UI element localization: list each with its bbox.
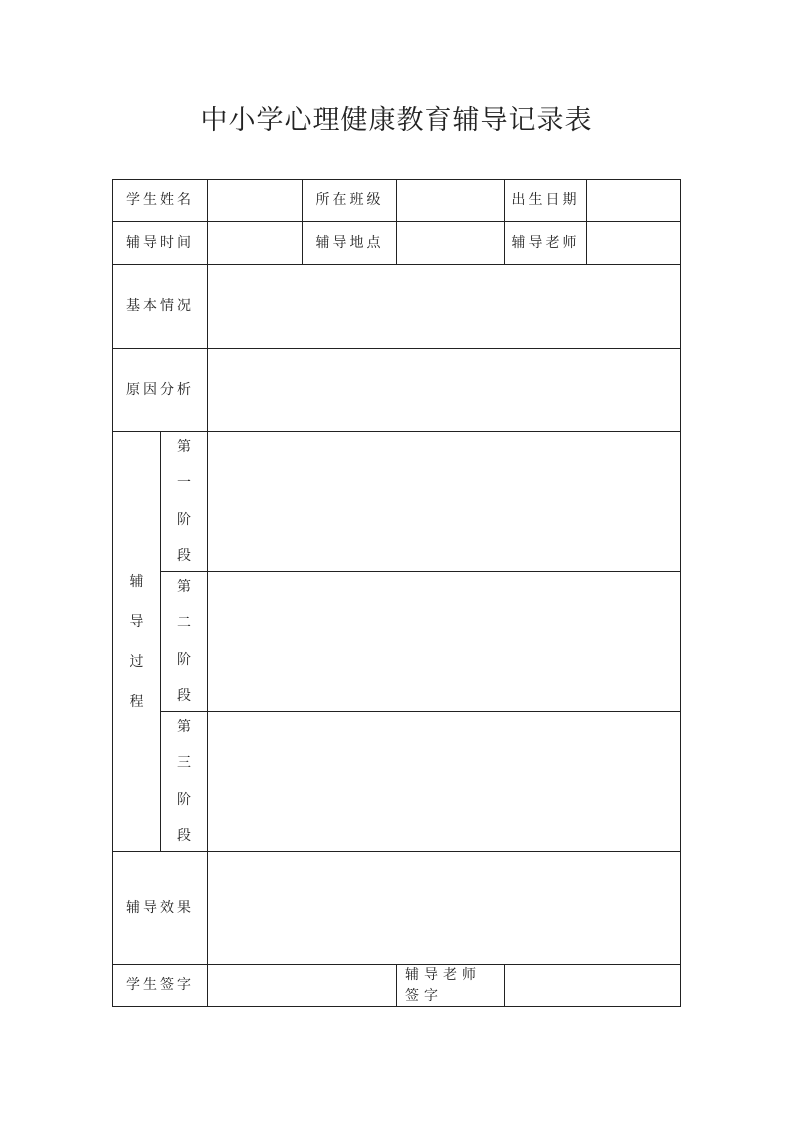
label-stage-char: 阶 [177,791,191,808]
label-counsel-time: 辅导时间 [126,234,194,251]
label-process-char: 辅 [129,573,144,590]
label-teacher-sign: 辅导老师签字 [405,966,481,1004]
label-stage-char: 三 [177,755,191,772]
label-counsel-process [113,562,160,722]
label-stage-char: 段 [177,828,191,845]
label-counsel-place: 辅导地点 [315,234,384,251]
label-stage-char: 第 [177,438,191,455]
field-cause-analysis[interactable] [208,349,680,431]
label-stage-char: 阶 [177,651,191,668]
label-stage-3 [161,709,207,855]
label-stage-char: 段 [177,688,191,705]
label-process-char: 导 [129,613,144,630]
label-student-name: 学生姓名 [126,192,194,208]
field-student-sign[interactable] [208,965,396,1006]
field-stage-3[interactable] [208,712,680,851]
label-student-sign: 学生签字 [126,977,194,993]
field-counsel-place[interactable] [397,222,504,264]
label-stage-char: 一 [177,475,191,492]
label-stage-char: 第 [177,718,191,735]
field-stage-2[interactable] [208,572,680,711]
label-process-char: 程 [129,693,144,710]
field-birth-date[interactable] [587,180,680,221]
label-stage-2 [161,569,207,715]
field-stage-1[interactable] [208,432,680,571]
field-counsel-teacher[interactable] [587,222,680,264]
label-process-char: 过 [129,653,144,670]
label-class: 所在班级 [315,192,384,208]
field-teacher-sign[interactable] [505,965,680,1006]
label-cause-analysis: 原因分析 [126,381,194,398]
label-stage-char: 第 [177,578,191,595]
field-class[interactable] [397,180,504,221]
label-stage-char: 段 [177,548,191,565]
label-counsel-teacher: 辅导老师 [511,234,580,251]
field-counsel-effect[interactable] [208,852,680,964]
label-stage-char: 二 [177,615,191,632]
label-birth-date: 出生日期 [511,192,580,208]
field-counsel-time[interactable] [208,222,302,264]
label-counsel-effect: 辅导效果 [126,899,194,916]
field-student-name[interactable] [208,180,302,221]
label-stage-1 [161,429,207,575]
label-basic-situation: 基本情况 [126,298,194,314]
label-stage-char: 阶 [177,511,191,528]
field-basic-situation[interactable] [208,265,680,348]
page-title: 中小学心理健康教育辅导记录表 [200,105,593,136]
